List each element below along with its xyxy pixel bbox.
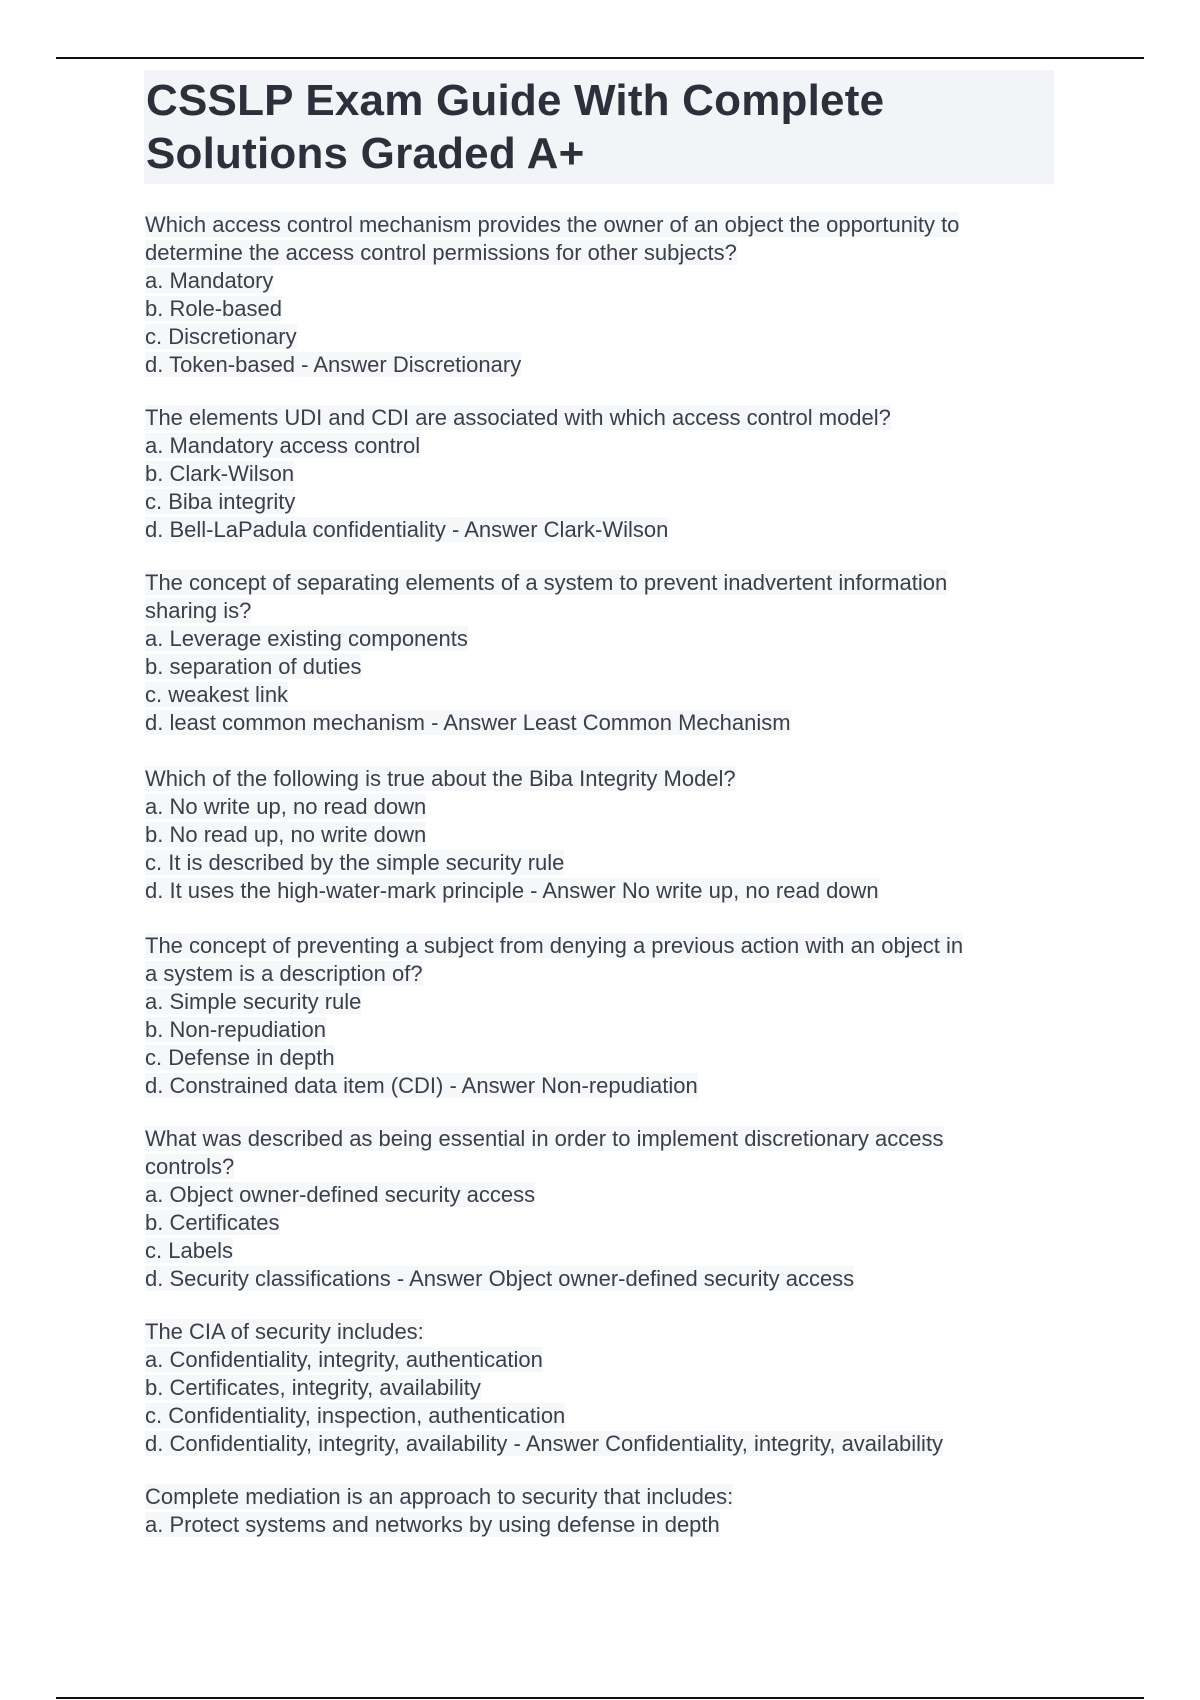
question-text	[145, 1125, 1075, 1153]
question-line-text: a. Mandatory access control	[145, 433, 421, 458]
question-line	[145, 488, 1075, 516]
question-line-text: What was described as being essential in order to implement discretionary access	[145, 1126, 944, 1151]
question-list	[145, 211, 1075, 1564]
question-block	[145, 765, 1075, 905]
question-line	[145, 516, 1075, 544]
question-line	[145, 849, 1075, 877]
question-line	[145, 1265, 1075, 1293]
question-line-text: The elements UDI and CDI are associated with which access control model?	[145, 405, 891, 430]
question-line	[145, 432, 1075, 460]
question-line-text: Which access control mechanism provides the owner of an object the opportunity to	[145, 212, 960, 237]
question-line	[145, 960, 1075, 988]
question-line	[145, 323, 1075, 351]
question-line-text: sharing is?	[145, 598, 252, 623]
question-line-text: The concept of preventing a subject from denying a previous action with an object in	[145, 933, 964, 958]
question-line	[145, 460, 1075, 488]
question-line-text: b. separation of duties	[145, 654, 362, 679]
question-line	[145, 709, 1075, 737]
question-line	[145, 295, 1075, 323]
question-line-text: The CIA of security includes:	[145, 1319, 424, 1344]
question-line	[145, 1072, 1075, 1100]
question-line-text: d. Token-based - Answer Discretionary	[145, 352, 522, 377]
question-line-text: b. Certificates	[145, 1210, 280, 1235]
question-line	[145, 1209, 1075, 1237]
question-text	[145, 404, 1075, 432]
question-line	[145, 1374, 1075, 1402]
question-block	[145, 1483, 1075, 1539]
question-line	[145, 1346, 1075, 1374]
question-line-text: c. It is described by the simple security rule	[145, 850, 565, 875]
question-line	[145, 877, 1075, 905]
question-line-text: a. No write up, no read down	[145, 794, 427, 819]
question-line-text: Complete mediation is an approach to security that includes:	[145, 1484, 734, 1509]
question-line-text: d. Constrained data item (CDI) - Answer Non-repudiation	[145, 1073, 698, 1098]
question-line-text: a. Mandatory	[145, 268, 274, 293]
question-line-text: b. Role-based	[145, 296, 282, 321]
question-block	[145, 569, 1075, 737]
question-block	[145, 211, 1075, 379]
question-line-text: a system is a description of?	[145, 961, 423, 986]
question-line	[145, 1044, 1075, 1072]
question-line	[145, 681, 1075, 709]
question-block	[145, 1318, 1075, 1458]
page-title	[146, 74, 1046, 180]
question-line	[145, 653, 1075, 681]
question-text	[145, 765, 1075, 793]
question-line-text: c. weakest link	[145, 682, 289, 707]
question-line	[145, 1402, 1075, 1430]
question-line-text: a. Confidentiality, integrity, authentication	[145, 1347, 543, 1372]
question-line	[145, 793, 1075, 821]
question-line-text: d. Confidentiality, integrity, availability - Answer Confidentiality, integrity, availability	[145, 1431, 944, 1456]
question-line-text: d. Bell-LaPadula confidentiality - Answer Clark-Wilson	[145, 517, 669, 542]
question-line	[145, 1430, 1075, 1458]
top-rule	[56, 57, 1144, 59]
question-text	[145, 569, 1075, 597]
question-line-text: controls?	[145, 1154, 235, 1179]
question-block	[145, 932, 1075, 1100]
question-line	[145, 988, 1075, 1016]
question-line	[145, 1511, 1075, 1539]
question-line	[145, 1237, 1075, 1265]
bottom-rule	[56, 1697, 1144, 1699]
question-line-text: a. Protect systems and networks by using defense in depth	[145, 1512, 720, 1537]
question-line-text: d. It uses the high-water-mark principle - Answer No write up, no read down	[145, 878, 879, 903]
question-line-text: a. Leverage existing components	[145, 626, 468, 651]
question-line-text: c. Confidentiality, inspection, authentication	[145, 1403, 566, 1428]
question-line	[145, 1016, 1075, 1044]
question-block	[145, 404, 1075, 544]
question-line	[145, 1153, 1075, 1181]
question-line	[145, 1181, 1075, 1209]
question-line-text: b. Non-repudiation	[145, 1017, 327, 1042]
title-line-2: Solutions Graded A+	[146, 129, 585, 178]
question-line-text: a. Object owner-defined security access	[145, 1182, 536, 1207]
question-text	[145, 1318, 1075, 1346]
question-line-text: d. least common mechanism - Answer Least Common Mechanism	[145, 710, 791, 735]
question-line-text: c. Defense in depth	[145, 1045, 335, 1070]
question-line-text: The concept of separating elements of a system to prevent inadvertent information	[145, 570, 948, 595]
question-line	[145, 267, 1075, 295]
question-text	[145, 1483, 1075, 1511]
question-line	[145, 597, 1075, 625]
question-line-text: c. Labels	[145, 1238, 234, 1263]
question-text	[145, 211, 1075, 239]
question-line	[145, 625, 1075, 653]
title-line-1: CSSLP Exam Guide With Complete	[146, 76, 885, 125]
question-line-text: d. Security classifications - Answer Object owner-defined security access	[145, 1266, 855, 1291]
question-line-text: c. Discretionary	[145, 324, 297, 349]
question-line	[145, 239, 1075, 267]
question-line-text: a. Simple security rule	[145, 989, 362, 1014]
question-line	[145, 351, 1075, 379]
question-line-text: determine the access control permissions for other subjects?	[145, 240, 737, 265]
question-text	[145, 932, 1075, 960]
question-line-text: b. Certificates, integrity, availability	[145, 1375, 481, 1400]
question-block	[145, 1125, 1075, 1293]
question-line-text: b. Clark-Wilson	[145, 461, 295, 486]
question-line	[145, 821, 1075, 849]
question-line-text: b. No read up, no write down	[145, 822, 427, 847]
question-line-text: Which of the following is true about the Biba Integrity Model?	[145, 766, 736, 791]
question-line-text: c. Biba integrity	[145, 489, 296, 514]
